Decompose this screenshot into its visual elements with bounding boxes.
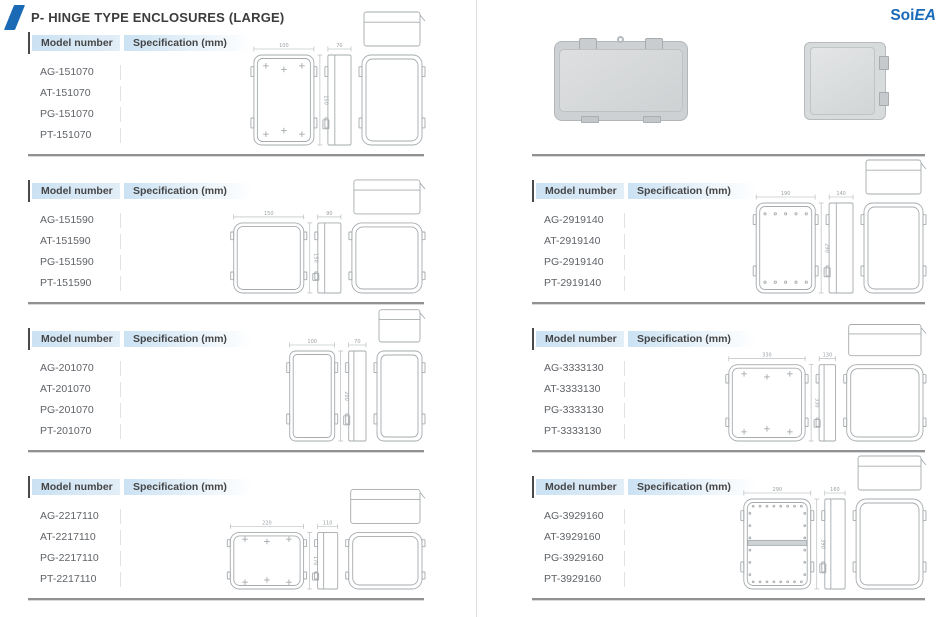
svg-text:290: 290 xyxy=(823,243,830,253)
model-number-header: Model number xyxy=(536,331,624,347)
product-photo-front xyxy=(554,41,688,121)
model-number-cell: AT-151590 xyxy=(40,235,91,247)
model-row xyxy=(532,379,757,400)
mount-foot xyxy=(643,116,661,123)
model-number-cell: PT-2919140 xyxy=(544,277,602,289)
specification-header: Specification (mm) xyxy=(124,35,252,51)
model-number-cell: PT-2217110 xyxy=(40,573,97,585)
model-row xyxy=(28,252,253,273)
svg-text:100: 100 xyxy=(307,339,317,345)
specification-header: Specification (mm) xyxy=(124,183,252,199)
svg-text:70: 70 xyxy=(354,339,361,345)
model-row xyxy=(28,210,253,231)
brand-logo-regular: Soi xyxy=(890,7,915,24)
model-number-header: Model number xyxy=(32,35,120,51)
model-number-cell: PT-201070 xyxy=(40,425,92,437)
model-number-cell: PT-151590 xyxy=(40,277,92,289)
section-separator xyxy=(532,598,925,601)
model-row xyxy=(28,421,253,442)
model-number-cell: AG-3929160 xyxy=(544,510,604,522)
svg-text:390: 390 xyxy=(819,539,826,549)
header-accent-bar xyxy=(28,180,30,202)
model-number-cell: AG-201070 xyxy=(40,362,94,374)
header-accent-bar xyxy=(28,328,30,350)
model-row xyxy=(28,273,253,294)
svg-text:330: 330 xyxy=(762,352,772,359)
technical-drawing xyxy=(224,327,424,445)
specification-header: Specification (mm) xyxy=(628,479,756,495)
technical-drawing xyxy=(725,475,925,593)
model-row xyxy=(28,379,253,400)
model-number-cell: PT-151070 xyxy=(40,129,92,141)
model-row xyxy=(28,569,253,590)
model-number-cell: PG-3929160 xyxy=(544,552,604,564)
svg-text:100: 100 xyxy=(279,43,289,49)
svg-text:70: 70 xyxy=(336,43,343,49)
hinge-latch-icon xyxy=(879,56,889,70)
header-accent-bar xyxy=(532,476,534,498)
model-row xyxy=(532,273,757,294)
model-row xyxy=(532,210,757,231)
model-number-cell: AT-201070 xyxy=(40,383,91,395)
model-number-cell: PG-3333130 xyxy=(544,404,604,416)
technical-drawing xyxy=(725,327,925,445)
svg-text:190: 190 xyxy=(780,191,791,197)
model-row xyxy=(532,421,757,442)
svg-text:220: 220 xyxy=(262,520,272,527)
section-3929160 xyxy=(532,479,925,601)
model-row xyxy=(28,125,253,146)
model-number-cell: AT-2919140 xyxy=(544,235,601,247)
model-number-cell: AT-3929160 xyxy=(544,531,601,543)
specification-header: Specification (mm) xyxy=(628,331,756,347)
model-row xyxy=(532,548,757,569)
model-number-cell: AT-2217110 xyxy=(40,531,96,543)
svg-text:130: 130 xyxy=(822,352,833,359)
svg-text:110: 110 xyxy=(322,520,333,527)
technical-drawing xyxy=(224,31,424,149)
svg-text:170: 170 xyxy=(312,555,319,566)
model-number-header: Model number xyxy=(32,183,120,199)
model-number-header: Model number xyxy=(32,479,120,495)
enclosure-lid xyxy=(810,47,875,115)
svg-text:90: 90 xyxy=(326,210,333,217)
product-photo-side xyxy=(804,42,886,120)
model-number-cell: AT-151070 xyxy=(40,87,91,99)
model-row xyxy=(532,527,757,548)
hinge-latch-icon xyxy=(879,92,889,106)
model-row xyxy=(532,569,757,590)
model-number-cell: AG-3333130 xyxy=(544,362,604,374)
title-slash-icon xyxy=(4,5,25,30)
model-row xyxy=(532,400,757,421)
model-number-header: Model number xyxy=(536,479,624,495)
section-separator xyxy=(28,598,424,601)
specification-header: Specification (mm) xyxy=(628,183,756,199)
model-row xyxy=(532,231,757,252)
svg-text:200: 200 xyxy=(343,391,350,401)
specification-header: Specification (mm) xyxy=(124,331,252,347)
model-row xyxy=(28,231,253,252)
svg-text:290: 290 xyxy=(772,487,783,493)
model-number-cell: PG-151070 xyxy=(40,108,94,120)
enclosure-lid xyxy=(559,49,683,112)
hanger-hole-icon xyxy=(617,36,624,43)
header-accent-bar xyxy=(28,476,30,498)
section-2217110 xyxy=(28,479,424,601)
model-row xyxy=(28,400,253,421)
model-number-cell: AG-151070 xyxy=(40,66,94,78)
svg-text:150: 150 xyxy=(322,95,329,105)
model-number-cell: AT-3333130 xyxy=(544,383,601,395)
page-title: P- HINGE TYPE ENCLOSURES (LARGE) xyxy=(31,10,285,25)
right-column xyxy=(532,35,925,611)
svg-text:160: 160 xyxy=(830,487,840,493)
technical-drawing xyxy=(224,475,424,593)
svg-text:140: 140 xyxy=(836,191,846,197)
model-row xyxy=(532,358,757,379)
header-accent-bar xyxy=(532,180,534,202)
brand-logo-italic: EA xyxy=(914,7,936,24)
model-row xyxy=(28,83,253,104)
svg-text:330: 330 xyxy=(813,398,820,408)
model-number-cell: PG-151590 xyxy=(40,256,94,268)
header-accent-bar xyxy=(28,32,30,54)
model-row xyxy=(28,358,253,379)
model-number-cell: AG-2217110 xyxy=(40,510,99,522)
model-number-cell: PT-3929160 xyxy=(544,573,602,585)
svg-text:150: 150 xyxy=(263,210,274,217)
model-number-cell: PG-2217110 xyxy=(40,552,99,564)
model-row xyxy=(28,104,253,125)
model-number-cell: PT-3333130 xyxy=(544,425,602,437)
model-number-cell: AG-2919140 xyxy=(544,214,604,226)
model-number-header: Model number xyxy=(536,183,624,199)
model-number-cell: PG-2919140 xyxy=(544,256,604,268)
technical-drawing xyxy=(224,179,424,297)
left-column xyxy=(28,35,424,611)
model-row xyxy=(532,252,757,273)
model-row xyxy=(28,548,253,569)
mount-foot xyxy=(581,116,599,123)
model-number-cell: PG-201070 xyxy=(40,404,94,416)
brand-logo xyxy=(890,7,936,25)
technical-drawing xyxy=(725,179,925,297)
header-accent-bar xyxy=(532,328,534,350)
model-number-cell: AG-151590 xyxy=(40,214,94,226)
model-row xyxy=(28,506,253,527)
model-row xyxy=(28,527,253,548)
model-row xyxy=(532,506,757,527)
model-number-header: Model number xyxy=(32,331,120,347)
column-divider xyxy=(476,0,477,617)
specification-header: Specification (mm) xyxy=(124,479,252,495)
model-row xyxy=(28,62,253,83)
svg-text:150: 150 xyxy=(312,253,319,263)
